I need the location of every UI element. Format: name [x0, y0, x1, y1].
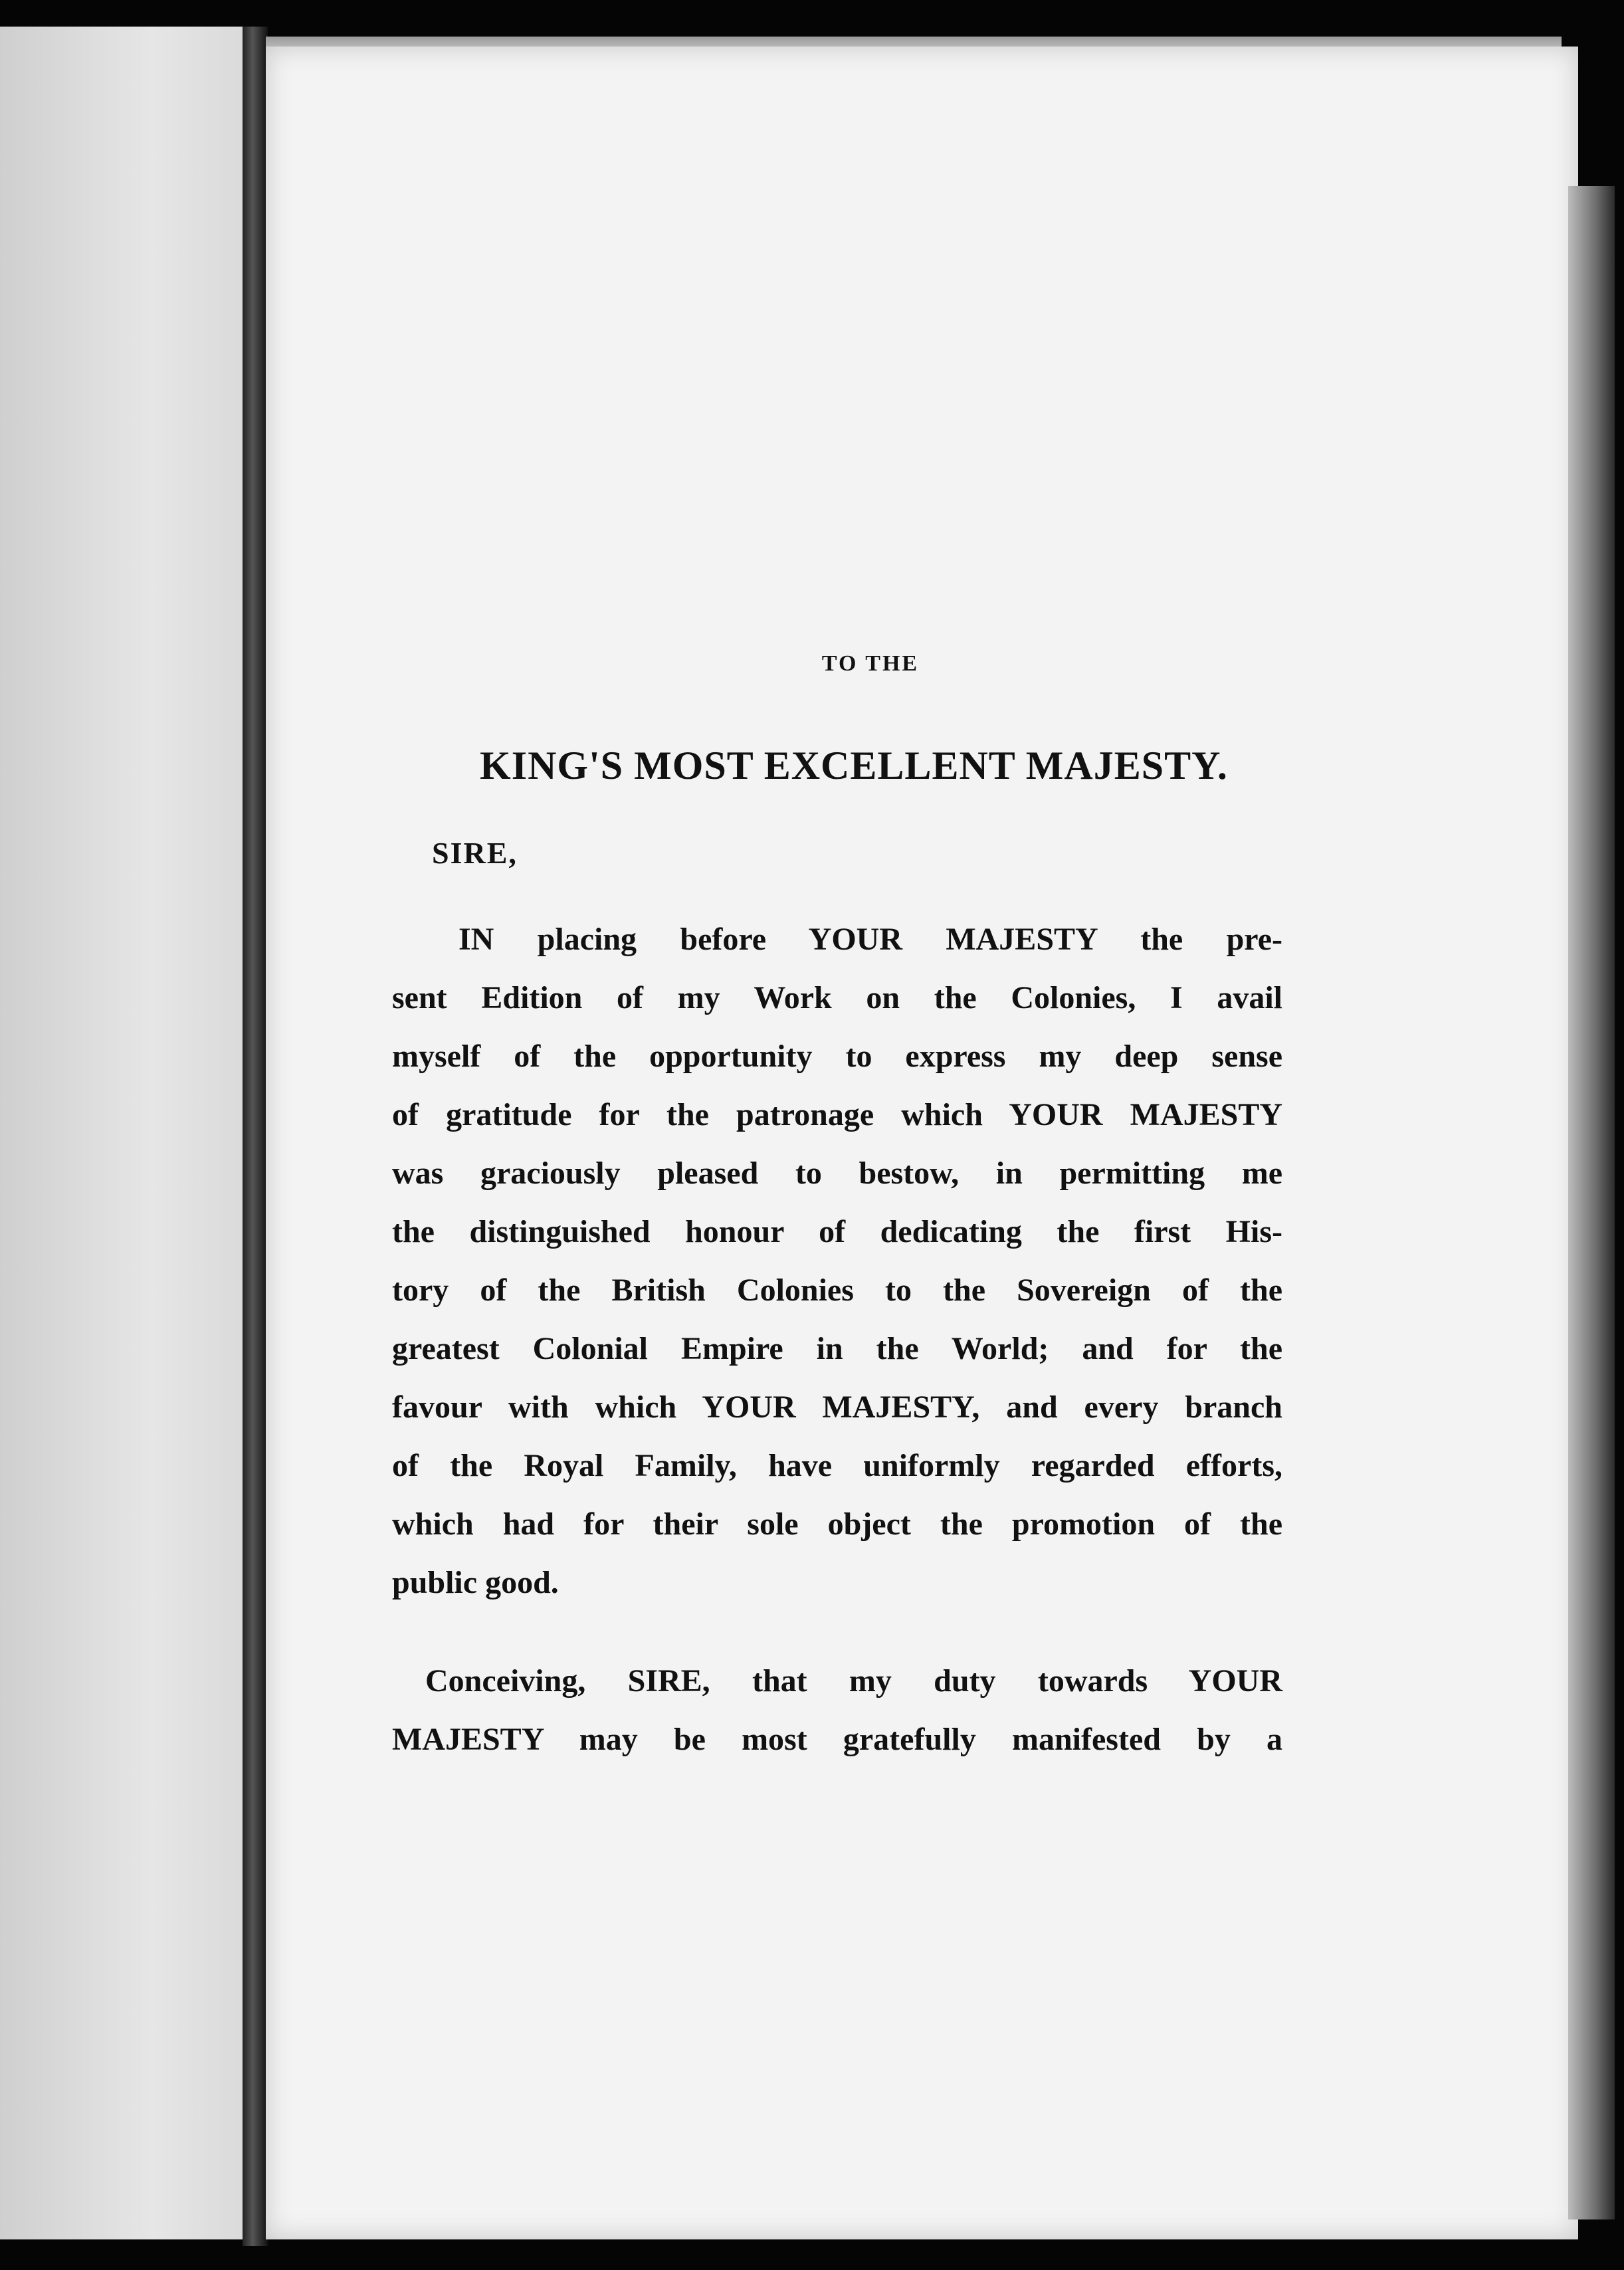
dedication-text-block: [372, 651, 1282, 1809]
text-line: IN placing before YOUR MAJESTY the pre-: [458, 922, 1282, 957]
dedication-paragraph-1: [392, 910, 1282, 1612]
dedication-heading: KING'S MOST EXCELLENT MAJESTY.: [480, 744, 1228, 787]
text-line: Conceiving, SIRE, that my duty towards YOUR: [425, 1663, 1282, 1699]
text-line: the distinguished honour of dedicating the first His-: [392, 1214, 1282, 1249]
text-line: tory of the British Colonies to the Sovereign of the: [392, 1273, 1282, 1308]
text-line: favour with which YOUR MAJESTY, and every branch: [392, 1390, 1282, 1425]
text-line: which had for their sole object the promotion of the: [392, 1506, 1282, 1542]
text-line: myself of the opportunity to express my deep sense: [392, 1039, 1282, 1074]
book-gutter: [243, 27, 268, 2246]
text-line: of the Royal Family, have uniformly regarded efforts,: [392, 1448, 1282, 1483]
dedication-paragraph-2: [392, 1652, 1282, 1769]
page-right-edge: [1568, 186, 1615, 2219]
text-line: was graciously pleased to bestow, in permitting me: [392, 1156, 1282, 1191]
text-line: of gratitude for the patronage which YOUR MAJESTY: [392, 1097, 1282, 1132]
dedication-to-the: TO THE: [821, 651, 920, 676]
text-line: greatest Colonial Empire in the World; and for the: [392, 1331, 1282, 1366]
text-line: public good.: [392, 1565, 559, 1600]
salutation: SIRE,: [432, 836, 518, 870]
text-line: sent Edition of my Work on the Colonies, I avail: [392, 980, 1282, 1015]
previous-page-edge: [0, 27, 253, 2239]
text-line: MAJESTY may be most gratefully manifested by a: [392, 1722, 1282, 1757]
